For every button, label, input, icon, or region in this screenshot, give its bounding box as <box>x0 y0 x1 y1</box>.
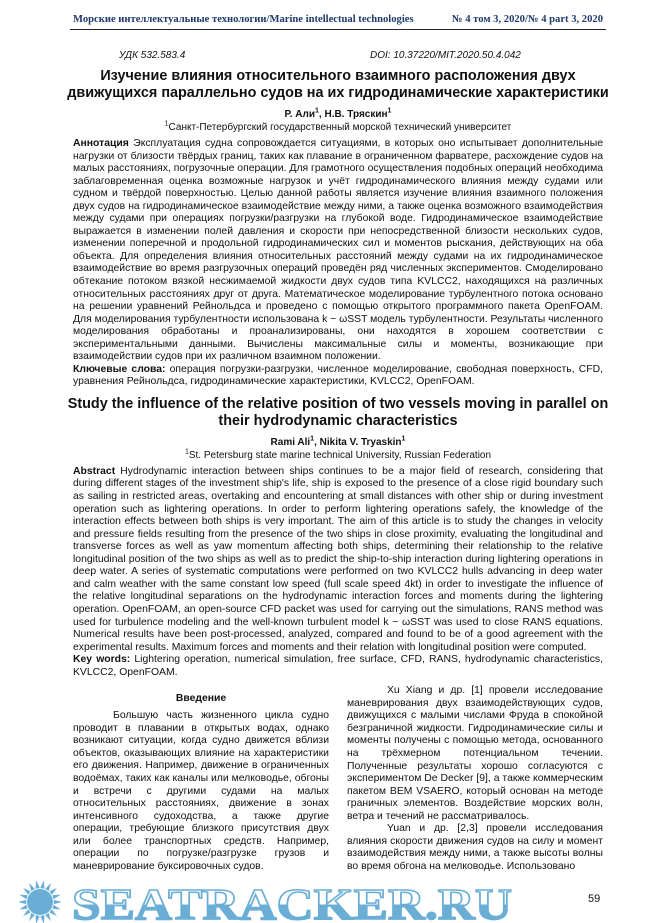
page-footer <box>73 877 603 923</box>
section-heading: Введение <box>175 693 227 705</box>
keywords-label: Ключевые слова: <box>73 363 166 375</box>
ru-authors <box>73 109 603 121</box>
affiliation-text: St. Petersburg state marine technical University, Russian Federation <box>188 449 492 461</box>
separator: , <box>314 436 320 448</box>
watermark <box>0 877 560 923</box>
en-affiliation <box>73 450 603 462</box>
sun-ray <box>19 895 27 900</box>
affil-mark: 1 <box>164 120 169 128</box>
en-authors <box>73 437 603 449</box>
sun-ray <box>36 916 40 923</box>
author: Н.В. Тряскин <box>324 109 388 120</box>
paragraph: Большую часть жизненного цикла судно проводит в плавании в открытых водах, однако возникают ситуации, когда судно движется вблизи объектов, оказывающих влияние на характеристики его движения. Например, движение в ограниченных водоёмах, таких как каналы или мелководье, обгоны и встречи с другими судами на малых относительных расстояниях, движение в зонах интенсивного судоходства, а также другие операции, требующие близкого присутствия двух или более транспортных средств. Например, операции по погрузке/разгрузке грузов и маневрирование буксировочных судов. <box>73 710 329 872</box>
sun-ray <box>23 910 31 917</box>
ru-abstract <box>73 138 603 389</box>
sun-ray <box>18 900 26 904</box>
affil-mark: 1 <box>310 435 315 443</box>
affil-mark: 1 <box>401 435 406 443</box>
abstract-text: Эксплуатация судна сопровождается ситуациями, в которых оно испытывает дополнительные нагрузки от близости твёрдых границ, таких как плавание в ограниченном фарватере, расхождение судов на малых расстояниях, погрузочные операции. Для грамотного осуществления подобных операций необходима заблаговременная оценка возможные нагрузок и учёт гидродинамического влияния между судами или судном и твёрдой поверхностью. Целью данной работы является изучение влияния взаимного положения двух судов на гидродинамическое взаимодействие между ними, а также оценка возможного взаимодействия между судами при операциях погрузки/разгрузки на глубокой воде. Гидродинамическое взаимодействие выражается в изменении полей давления и скорости при непосредственной близости нескольких судов, изменении поперечной и продольной гидродинамических сил и моментов рыскания, действующих на оба объекта. Для определения влияния относительных расстояний между судами на их гидродинамическое взаимодействие во время разгрузочных операций проведён ряд численных экспериментов. Смоделировано обтекание потоком вязкой несжимаемой жидкости двух судов типа KVLCC2, находящихся на различных относительных расстояниях друг от друга. Математическое моделирование турбулентного потока основано на решении уравнений Рейнольдса и проведено с помощью открытого программного пакета OpenFOAM. Для моделирования турбулентности использована k − ωSST модель турбулентности. Результаты численного моделирования обработаны и проанализированы, они находятся в хорошем соответствии с экспериментальными данными. Вычислены максимальные силы и моменты, возникающие при взаимодействии судов при их различном взаимном положении. <box>73 138 603 363</box>
author: Nikita V. Tryaskin <box>319 436 402 448</box>
running-header <box>73 13 603 26</box>
sun-ray <box>36 881 40 889</box>
en-title: Study the influence of the relative position of two vessels moving in parallel on their hydrodynamic characteristics <box>67 395 609 429</box>
abstract-label: Аннотация <box>73 138 129 149</box>
affil-mark: 1 <box>387 107 392 115</box>
page-number: 59 <box>588 893 601 906</box>
sun-ray <box>23 888 31 895</box>
affil-mark: 1 <box>184 448 189 456</box>
paragraph: Xu Xiang и др. [1] провели исследование маневрирования двух взаимодействующих судов, движущихся с малыми числами Фруда в спокойной безграничной жидкости. Гидродинамические силы и моменты получены с помощью метода, основанного на трёхмерном потенциальном течении. Полученные результаты хорошо согласуются с экспериментом De Decker [9], а также коммерческим пакетом BEM VSAERO, который основан на методе граничных элементов. Воздействие морских волн, ветра и течений не рассматривалось. <box>347 685 603 822</box>
left-column <box>73 685 329 873</box>
sun-ray <box>49 888 57 895</box>
affil-mark: 1 <box>315 107 319 115</box>
sun-ray <box>54 900 62 904</box>
paragraph: Yuan и др. [2,3] провели исследования влияния скорости движения судов на силу и момент взаимодействия между ними, а также высоты волны во время обгона на мелководье. Использовано <box>347 823 603 872</box>
watermark-text: SEATRACKER.RU <box>72 880 512 923</box>
keywords-label: Key words: <box>73 654 131 666</box>
sun-ray <box>49 910 57 917</box>
abstract-label: Abstract <box>73 465 116 477</box>
sun-ray <box>29 883 35 891</box>
sun-ray <box>45 913 51 921</box>
sun-ray <box>40 881 44 889</box>
keywords-text: операция погрузки-разгрузки, численное моделирование, свободная поверхность, CFD, уравнения Рейнольдса, гидродинамические характеристики, KVLCC2, OpenFOAM. <box>73 363 603 388</box>
author: Rami Ali <box>270 436 311 448</box>
body-columns <box>73 685 603 873</box>
affiliation-text: Санкт-Петербургский государственный морской технический университет <box>168 122 512 133</box>
sun-ray <box>29 913 35 921</box>
sun-ray <box>45 883 51 891</box>
udk-code: УДК 532.583.4 <box>119 50 186 61</box>
separator: , <box>318 109 325 120</box>
en-abstract <box>73 466 603 679</box>
abstract-text: Hydrodynamic interaction between ships continues to be a major field of research, considering that during different stages of the investment ship's life, ship is exposed to the presence of a close rigid boundary such as sailing in restricted areas, overtaking and encountering at small distances with other ship or during investment operation such as lightering operations. In order to perform lightering operations safely, the knowledge of the interaction effects between both ships is very important. The aim of this article is to study the changes in velocity and pressure fields resulting from the presence of the two ships in close proximity, evaluating the longitudinal and transverse forces as well as yaw momentum affecting both ships, determining their relationship to the relative longitudinal position of the two ships as well as to predict the ship-to-ship interaction during lightering operations in deep water. A series of systematic computations were performed on two KVLCC2 hulls advancing in deep water and calm weather with the same constant low speed (full scale speed 4kt) in order to investigate the influence of the relative longitudinal separations on the hydrodynamic interaction forces and moments during the lightering operation. OpenFOAM, an open-source CFD packet was used for carrying out the simulations, RANS method was used for turbulence modeling and the well-known turbulent model k − ωSST was used to close RANS equations. Numerical results have been post-processed, analyzed, compared and found to be of a good agreement with the experimental results. Maximum forces and moments and their relation with longitudinal position were computed. <box>73 465 603 653</box>
ru-title: Изучение влияния относительного взаимного расположения двух движущихся параллельно судов на их гидродинамические характеристики <box>67 68 609 101</box>
right-column <box>347 685 603 873</box>
sun-ray <box>52 895 60 900</box>
page-content <box>67 13 609 923</box>
doi: DOI: 10.37220/MIT.2020.50.4.042 <box>370 50 521 61</box>
sun-ray <box>19 905 27 910</box>
sun-logo-icon <box>18 881 62 923</box>
author: Р. Али <box>284 109 315 120</box>
journal-name: Морские интеллектуальные технологии/Marine intellectual technologies <box>73 14 414 25</box>
keywords-text: Lightering operation, numerical simulation, free surface, CFD, RANS, hydrodynamic characteristics, KVLCC2, OpenFOAM. <box>73 654 603 678</box>
sun-ray <box>40 916 44 923</box>
issue-number: № 4 том 3, 2020/№ 4 part 3, 2020 <box>451 14 603 25</box>
ru-affiliation <box>73 122 603 134</box>
sun-ray <box>52 905 60 910</box>
identifiers-row <box>73 50 603 62</box>
header-divider <box>70 29 606 30</box>
